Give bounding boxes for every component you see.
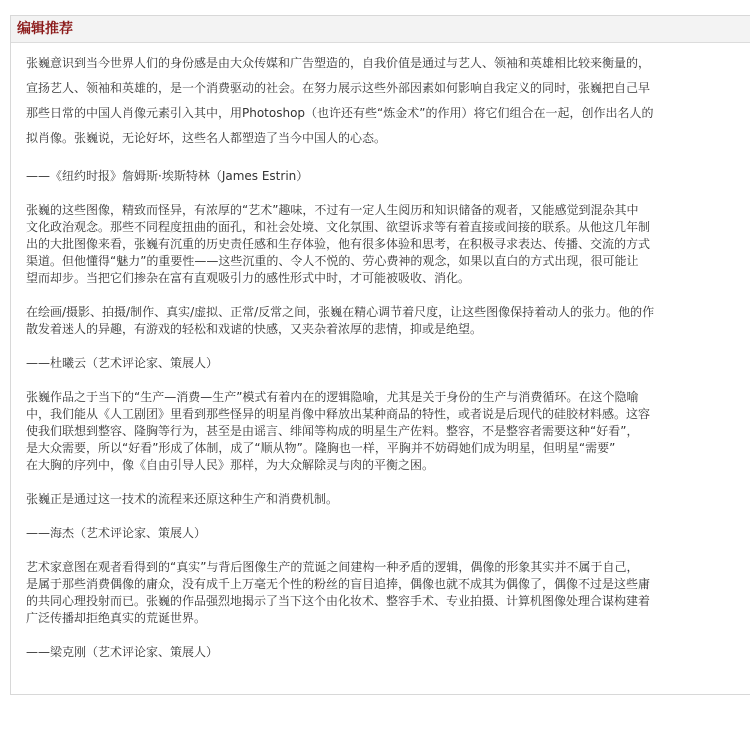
text-line: 望而却步。当把它们掺杂在富有直观吸引力的感性形式中时，才可能被吸收、消化。 [26, 271, 471, 285]
text-line: 使我们联想到整容、隆胸等行为，甚至是由谣言、绯闻等构成的明星生产佐料。整容，不是整容者需要这种“好看”， [26, 424, 639, 438]
text-line: 宣扬艺人、领袖和英雄的，是一个消费驱动的社会。在努力展示这些外部因素如何影响自我定义的同时，张巍把自己早 [26, 81, 651, 95]
panel-title: 编辑推荐 [17, 21, 73, 37]
text-line: 是大众需要，所以“好看”形成了体制，成了“顺从物”。隆胸也一样，平胸并不妨碍她们成为明星，但明星“需要” [26, 441, 616, 455]
text-line: 渠道。但他懂得“魅力”的重要性——这些沉重的、令人不悦的、劳心费神的观念，如果以直白的方式出现，很可能让 [26, 254, 639, 268]
text-line: 张巍作品之于当下的“生产—消费—生产”模式有着内在的逻辑隐喻，尤其是关于身份的生产与消费循环。在这个隐喻 [26, 390, 639, 404]
paragraph-4 [26, 389, 750, 474]
text-line: 出的大批图像来看，张巍有沉重的历史责任感和生存体验，他有很多体验和思考，在积极寻求表达、传播、交流的方式 [26, 237, 651, 251]
paragraph-3 [26, 304, 750, 338]
signature-liang-kegang: ——梁克刚（艺术评论家、策展人） [26, 645, 219, 659]
paragraph-6 [26, 559, 750, 627]
text-line: 张巍意识到当今世界人们的身份感是由大众传媒和广告塑造的，自我价值是通过与艺人、领袖和英雄相比较来衡量的， [26, 56, 651, 70]
text-line: 在绘画/摄影、拍摄/制作、真实/虚拟、正常/反常之间，张巍在精心调节着尺度，让这些图像保持着动人的张力。他的作 [26, 305, 655, 319]
article-body [11, 43, 750, 661]
text-line: 艺术家意图在观者看得到的“真实”与背后图像生产的荒诞之间建构一种矛盾的逻辑，偶像的形象其实并不属于自己， [26, 560, 639, 574]
text-line: 广泛传播却拒绝真实的荒诞世界。 [26, 611, 207, 625]
text-line: 是属于那些消费偶像的庸众，没有成千上万毫无个性的粉丝的盲目追捧，偶像也就不成其为偶像了，偶像不过是这些庸 [26, 577, 651, 591]
text-line: 那些日常的中国人肖像元素引入其中，用Photoshop（也许还有些“炼金术”的作用）将它们组合在一起，创作出名人的 [26, 106, 654, 120]
paragraph-5: 张巍正是通过这一技术的流程来还原这种生产和消费机制。 [26, 492, 339, 506]
text-line: 文化政治观念。那些不同程度扭曲的面孔，和社会处境、文化氛围、欲望诉求等有着直接或间接的联系。从他这几年制 [26, 220, 651, 234]
text-line: 中，我们能从《人工剧团》里看到那些怪异的明星肖像中释放出某种商品的特性，或者说是后现代的硅胶材料感。这容 [26, 407, 651, 421]
text-line: 张巍的这些图像，精致而怪异，有浓厚的“艺术”趣味，不过有一定人生阅历和知识储备的观者，又能感觉到混杂其中 [26, 203, 639, 217]
signature-du-xiyun: ——杜曦云（艺术评论家、策展人） [26, 356, 219, 370]
paragraph-1 [26, 51, 750, 151]
recommendation-panel [10, 15, 750, 695]
text-line: 散发着迷人的异趣，有游戏的轻松和戏谑的快感，又夹杂着浓厚的悲情，抑或是绝望。 [26, 322, 483, 336]
panel-header [11, 16, 750, 43]
signature-nyt: ——《纽约时报》詹姆斯·埃斯特林（James Estrin） [26, 169, 309, 183]
text-line: 拟肖像。张巍说，无论好坏，这些名人都塑造了当今中国人的心态。 [26, 131, 387, 145]
signature-hai-jie: ——海杰（艺术评论家、策展人） [26, 526, 207, 540]
paragraph-2 [26, 202, 750, 287]
text-line: 的共同心理投射而已。张巍的作品强烈地揭示了当下这个由化妆术、整容手术、专业拍摄、计算机图像处理合谋构建着 [26, 594, 651, 608]
text-line: 在大胸的序列中，像《自由引导人民》那样，为大众解除灵与肉的平衡之困。 [26, 458, 435, 472]
